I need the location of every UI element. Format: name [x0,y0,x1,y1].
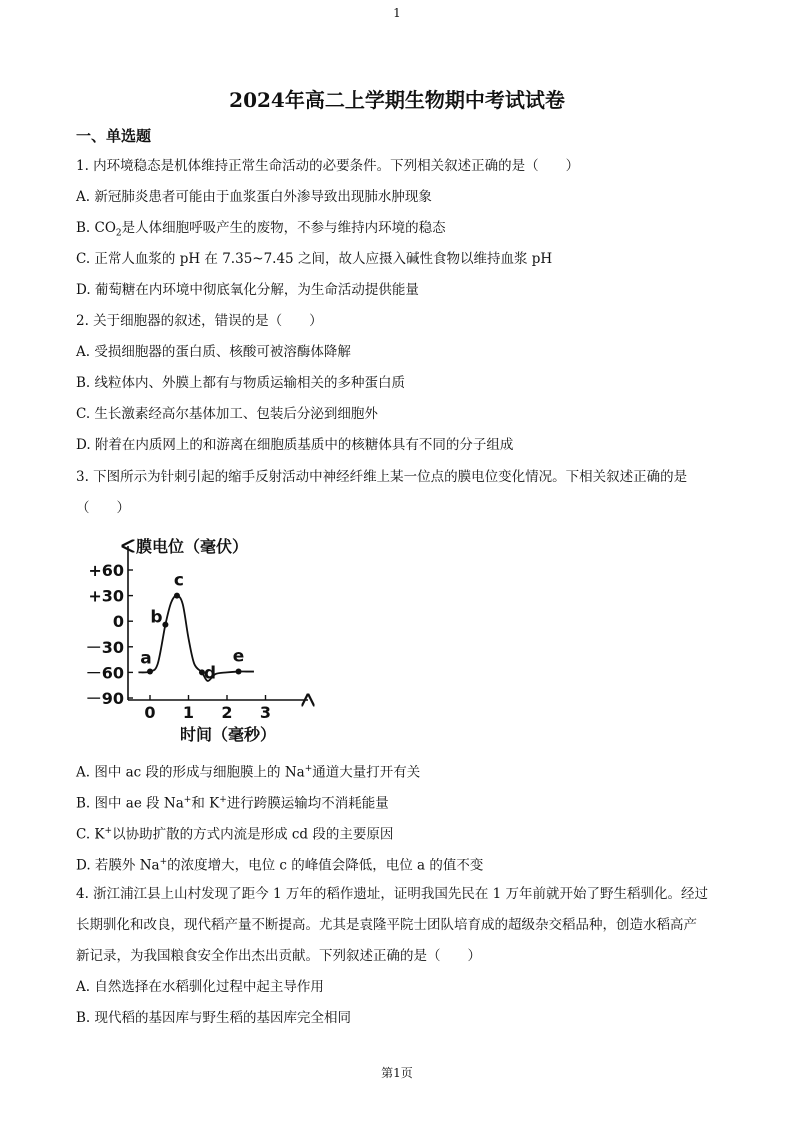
q1-option-a: A. 新冠肺炎患者可能由于血浆蛋白外渗导致出现肺水肿现象 [76,189,432,205]
x-tick-label: 0 [144,703,156,722]
q1-stem: 1. 内环境稳态是机体维持正常生命活动的必要条件。下列相关叙述正确的是（ ） [76,158,580,174]
data-point-b [162,622,168,628]
q1-option-d: D. 葡萄糖在内环境中彻底氧化分解，为生命活动提供能量 [76,282,419,298]
point-label-e: e [232,646,245,667]
point-label-a: a [140,648,152,669]
q2-option-a: A. 受损细胞器的蛋白质、核酸可被溶酶体降解 [76,344,351,360]
data-point-e [236,669,242,675]
y-tick-label: －60 [85,663,124,683]
point-label-d: d [203,663,217,684]
y-tick-label: +30 [88,586,124,606]
data-point-c [174,593,180,599]
q4-stem-line3: 新记录，为我国粮食安全作出杰出贡献。下列叙述正确的是（ ） [76,948,481,964]
q2-option-c: C. 生长激素经高尔基体加工、包装后分泌到细胞外 [76,406,378,422]
q4-stem-line2: 长期驯化和改良，现代稻产量不断提高。尤其是袁隆平院士团队培育成的超级杂交稻品种，创造水稻高产 [76,917,697,933]
y-tick-label: +60 [88,561,124,580]
q1-option-b: B. $CO_2$是人体细胞呼吸产生的废物，不参与维持内环境的稳态 [76,220,446,239]
point-label-c: c [173,570,184,591]
q3-option-c: C. K+以协助扩散的方式内流是形成 cd 段的主要原因 [76,826,394,843]
q3-option-b: B. 图中 ae 段 Na+和 K+进行跨膜运输均不消耗能量 [76,795,389,812]
q3-stem-line1: 3. 下图所示为针刺引起的缩手反射活动中神经纤维上某一位点的膜电位变化情况。下相关叙述正确的是 [76,469,688,485]
q2-option-d: D. 附着在内质网上的和游离在细胞质基质中的核糖体具有不同的分子组成 [76,437,514,453]
x-tick-label: 3 [259,703,272,722]
y-axis-label: 膜电位（毫伏） [136,537,249,556]
x-tick-label: 1 [182,703,195,722]
footer-page-label: 第1页 [381,1066,413,1080]
q2-stem: 2. 关于细胞器的叙述，错误的是（ ） [76,313,323,329]
y-tick-label: －90 [85,689,124,708]
x-axis-label: 时间（毫秒） [179,725,277,744]
membrane-potential-chart [76,528,316,748]
y-tick-label: －30 [85,637,124,657]
q2-option-b: B. 线粒体内、外膜上都有与物质运输相关的多种蛋白质 [76,375,406,391]
q4-option-b: B. 现代稻的基因库与野生稻的基因库完全相同 [76,1010,352,1026]
data-point-a [147,669,153,675]
section-heading: 一、单选题 [76,127,152,145]
point-label-b: b [150,607,163,628]
q4-stem-line1: 4. 浙江浦江县上山村发现了距今 1 万年的稻作遗址，证明我国先民在 1 万年前就开始了野生稻驯化。经过 [76,886,709,902]
header-page-number: 1 [393,6,401,20]
q3-stem-line2: （ ） [76,500,130,516]
exam-title: 2024年高二上学期生物期中考试试卷 [229,88,565,112]
q1-option-c: C. 正常人血浆的 pH 在 7.35~7.45 之间，故人应摄入碱性食物以维持血浆 pH [76,251,553,267]
y-tick-label: 0 [112,612,124,632]
q3-option-a: A. 图中 ac 段的形成与细胞膜上的 Na+通道大量打开有关 [76,764,421,781]
x-tick-label: 2 [221,703,233,722]
q3-option-d: D. 若膜外 Na+的浓度增大，电位 c 的峰值会降低，电位 a 的值不变 [76,857,484,874]
q4-option-a: A. 自然选择在水稻驯化过程中起主导作用 [76,979,324,995]
